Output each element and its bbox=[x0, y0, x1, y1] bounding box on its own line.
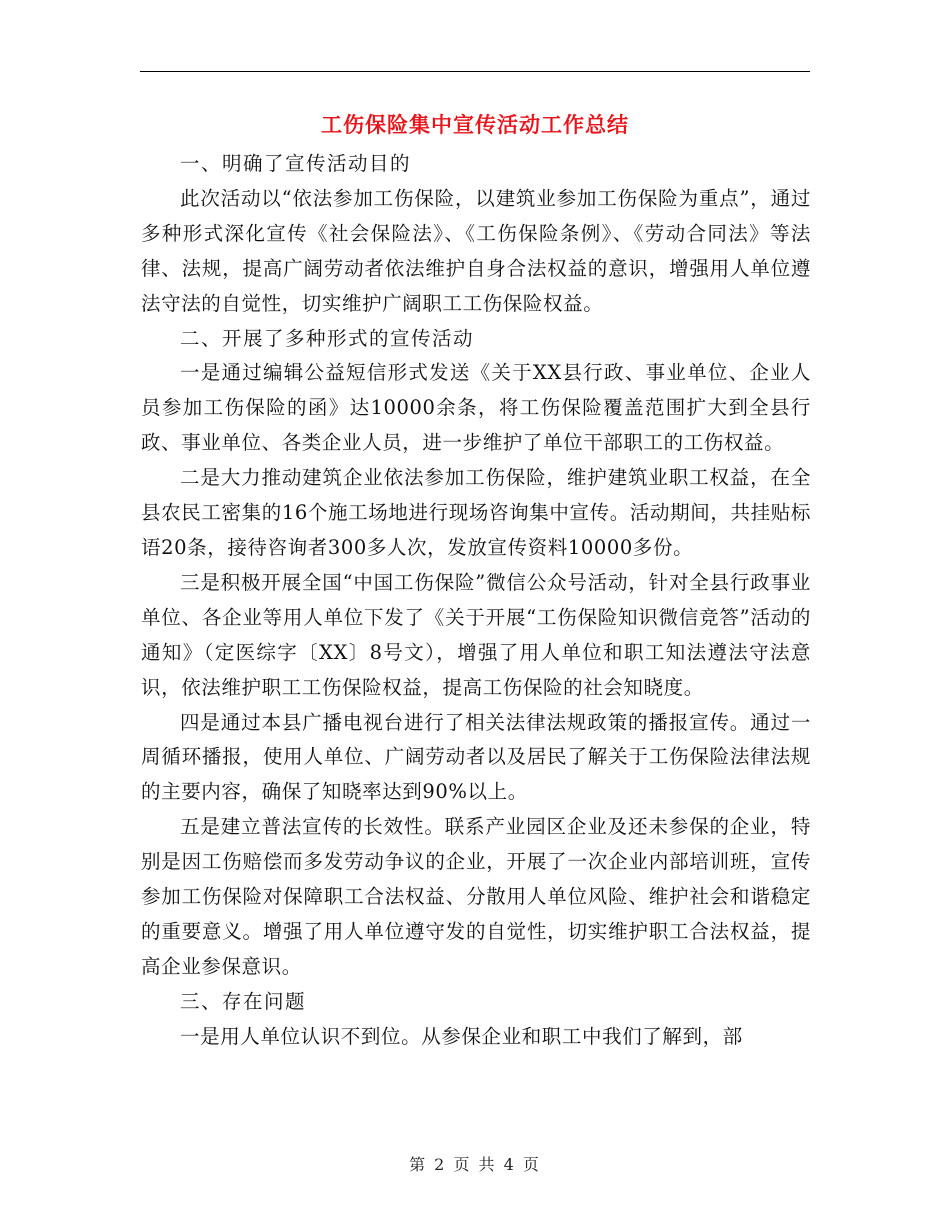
section-heading: 三、存在问题 bbox=[180, 989, 307, 1013]
body-paragraph: 四是通过本县广播电视台进行了相关法律法规政策的播报宣传。通过一周循环播报，使用人单位、广阔劳动者以及居民了解关于工伤保险法律法规的主要内容，确保了知晓率达到90%以上。 bbox=[141, 710, 811, 804]
body-paragraph: 三是积极开展全国“中国工伤保险”微信公众号活动，针对全县行政事业单位、各企业等用人单位下发了《关于开展“工伤保险知识微信竞答”活动的通知》（定医综字〔XX〕8号文），增强了用人单位和职工知法遵法守法意识，依法维护职工工伤保险权益，提高工伤保险的社会知晓度。 bbox=[141, 570, 811, 699]
body-paragraph: 一是通过编辑公益短信形式发送《关于XX县行政、事业单位、企业人员参加工伤保险的函》达10000余条，将工伤保险覆盖范围扩大到全县行政、事业单位、各类企业人员，进一步维护了单位干部职工的工伤权益。 bbox=[141, 361, 811, 455]
body-paragraph: 一是用人单位认识不到位。从参保企业和职工中我们了解到，部 bbox=[180, 1024, 743, 1048]
body-paragraph: 五是建立普法宣传的长效性。联系产业园区企业及还未参保的企业，特别是因工伤赔偿而多发劳动争议的企业，开展了一次企业内部培训班，宣传参加工伤保险对保障职工合法权益、分散用人单位风险、维护社会和谐稳定的重要意义。增强了用人单位遵守发的自觉性，切实维护职工合法权益，提高企业参保意识。 bbox=[141, 815, 811, 978]
document-body bbox=[141, 147, 811, 1055]
page-number-footer: 第 2 页 共 4 页 bbox=[409, 1155, 541, 1174]
section-heading: 一、明确了宣传活动目的 bbox=[180, 152, 412, 175]
body-paragraph: 二是大力推动建筑企业依法参加工伤保险，维护建筑业职工权益，在全县农民工密集的16个施工场地进行现场咨询集中宣传。活动期间，共挂贴标语20条，接待咨询者300多人次，发放宣传资料10000多份。 bbox=[141, 466, 811, 559]
document-title: 工伤保险集中宣传活动工作总结 bbox=[321, 112, 629, 137]
body-paragraph: 此次活动以“依法参加工伤保险，以建筑业参加工伤保险为重点”，通过多种形式深化宣传《社会保险法》、《工伤保险条例》、《劳动合同法》等法律、法规，提高广阔劳动者依法维护自身合法权益的意识，增强用人单位遵法守法的自觉性，切实维护广阔职工工伤保险权益。 bbox=[141, 186, 811, 315]
header-rule bbox=[140, 71, 810, 72]
section-heading: 二、开展了多种形式的宣传活动 bbox=[180, 326, 475, 350]
